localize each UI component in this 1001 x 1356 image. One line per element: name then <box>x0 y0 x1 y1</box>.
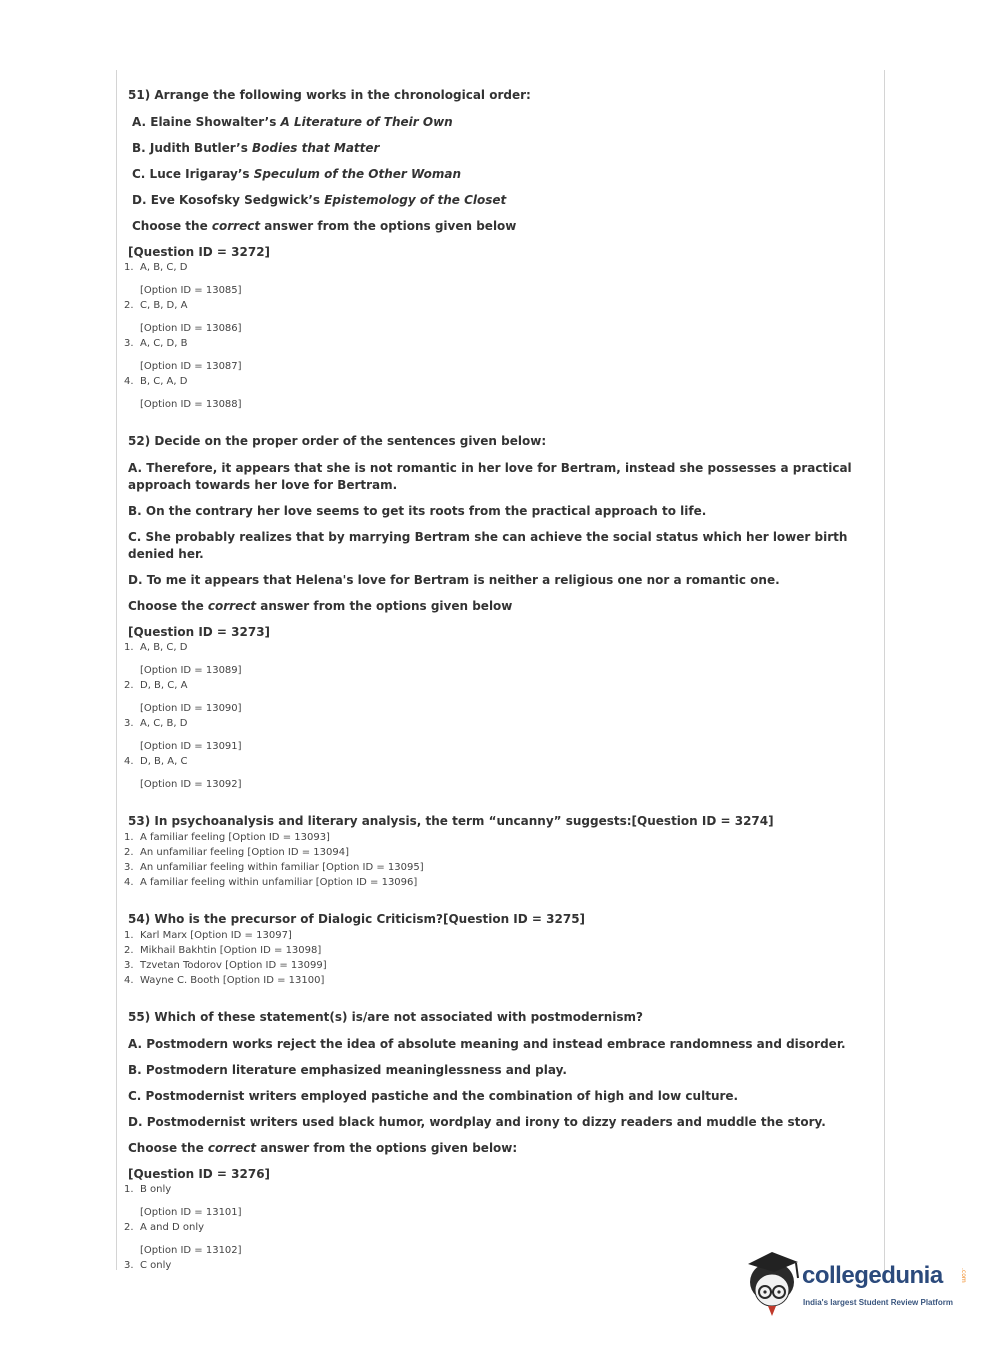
question-text: 53) In psychoanalysis and literary analysis, the term “uncanny” suggests:[Question ID = 3274] <box>128 814 774 828</box>
option-4: 4. D, B, A, C <box>124 756 188 767</box>
option-id: [Option ID = 13090] <box>140 703 242 714</box>
question-55 <box>124 1008 876 1273</box>
option-3: 3. A, C, D, B <box>124 338 188 349</box>
instruction: Choose the correct answer from the options given below <box>128 599 513 613</box>
statement-d: D. To me it appears that Helena's love for Bertram is neither a religious one nor a romantic one. <box>128 573 780 587</box>
statement-a: A. Therefore, it appears that she is not romantic in her love for Bertram, instead she possesses a practical approach towards her love for Bertram. <box>128 461 852 492</box>
statement-d: D. Postmodernist writers used black humor, wordplay and irony to dizzy readers and muddle the story. <box>128 1115 826 1129</box>
option-4: 4. A familiar feeling within unfamiliar [Option ID = 13096] <box>124 877 418 888</box>
question-id: [Question ID = 3276] <box>128 1167 271 1181</box>
statement-c: C. Postmodernist writers employed pastiche and the combination of high and low culture. <box>128 1089 739 1103</box>
option-1: 1. A familiar feeling [Option ID = 13093] <box>124 832 330 843</box>
option-4: 4. B, C, A, D <box>124 376 188 387</box>
option-id: [Option ID = 13087] <box>140 361 242 372</box>
statement-c: C. She probably realizes that by marrying Bertram she can achieve the social status which her lower birth denied her. <box>128 530 848 561</box>
question-id: [Question ID = 3273] <box>128 625 271 639</box>
option-1: 1. A, B, C, D <box>124 642 188 653</box>
option-1: 1. B only <box>124 1184 172 1195</box>
collegedunia-logo[interactable] <box>742 1250 972 1320</box>
question-text: 51) Arrange the following works in the chronological order: <box>128 88 531 102</box>
option-1: 1. Karl Marx [Option ID = 13097] <box>124 930 292 941</box>
question-text: 55) Which of these statement(s) is/are not associated with postmodernism? <box>128 1010 643 1024</box>
right-margin-rule <box>884 70 885 1280</box>
option-2: 2. Mikhail Bakhtin [Option ID = 13098] <box>124 945 322 956</box>
instruction: Choose the correct answer from the options given below: <box>128 1141 518 1155</box>
option-4: 4. Wayne C. Booth [Option ID = 13100] <box>124 975 325 986</box>
option-1: 1. A, B, C, D <box>124 262 188 273</box>
option-id: [Option ID = 13089] <box>140 665 242 676</box>
statement-b: B. Postmodern literature emphasized meaninglessness and play. <box>128 1063 567 1077</box>
statement-a: A. Postmodern works reject the idea of absolute meaning and instead embrace randomness and disorder. <box>128 1037 846 1051</box>
option-id: [Option ID = 13091] <box>140 741 242 752</box>
question-52 <box>124 432 876 792</box>
statement-c: C. Luce Irigaray’s Speculum of the Other Woman <box>132 167 461 181</box>
option-3: 3. Tzvetan Todorov [Option ID = 13099] <box>124 960 327 971</box>
question-id: [Question ID = 3272] <box>128 245 271 259</box>
option-id: [Option ID = 13086] <box>140 323 242 334</box>
option-3: 3. A, C, B, D <box>124 718 188 729</box>
option-2: 2. A and D only <box>124 1222 205 1233</box>
mascot-graduate-icon <box>742 1250 802 1320</box>
option-id: [Option ID = 13092] <box>140 779 242 790</box>
left-margin-rule <box>116 70 117 1270</box>
option-3: 3. An unfamiliar feeling within familiar [Option ID = 13095] <box>124 862 424 873</box>
option-2: 2. C, B, D, A <box>124 300 188 311</box>
option-id: [Option ID = 13101] <box>140 1207 242 1218</box>
question-paper <box>124 86 876 1293</box>
statement-a: A. Elaine Showalter’s A Literature of Their Own <box>132 115 453 129</box>
option-3: 3. C only <box>124 1260 172 1271</box>
statement-b: B. Judith Butler’s Bodies that Matter <box>132 141 380 155</box>
option-2: 2. D, B, C, A <box>124 680 188 691</box>
statement-b: B. On the contrary her love seems to get its roots from the practical approach to life. <box>128 504 707 518</box>
statement-d: D. Eve Kosofsky Sedgwick’s Epistemology of the Closet <box>132 193 507 207</box>
option-2: 2. An unfamiliar feeling [Option ID = 13094] <box>124 847 349 858</box>
option-id: [Option ID = 13088] <box>140 399 242 410</box>
logo-domain-suffix: .com <box>960 1268 967 1283</box>
question-53 <box>124 812 876 890</box>
instruction: Choose the correct answer from the options given below <box>132 219 517 233</box>
logo-brand-text: collegedunia <box>802 1262 943 1289</box>
question-51 <box>124 86 876 412</box>
question-text: 54) Who is the precursor of Dialogic Criticism?[Question ID = 3275] <box>128 912 586 926</box>
option-id: [Option ID = 13102] <box>140 1245 242 1256</box>
question-text: 52) Decide on the proper order of the sentences given below: <box>128 434 547 448</box>
question-54 <box>124 910 876 988</box>
option-id: [Option ID = 13085] <box>140 285 242 296</box>
logo-tagline: India's largest Student Review Platform <box>803 1298 953 1307</box>
